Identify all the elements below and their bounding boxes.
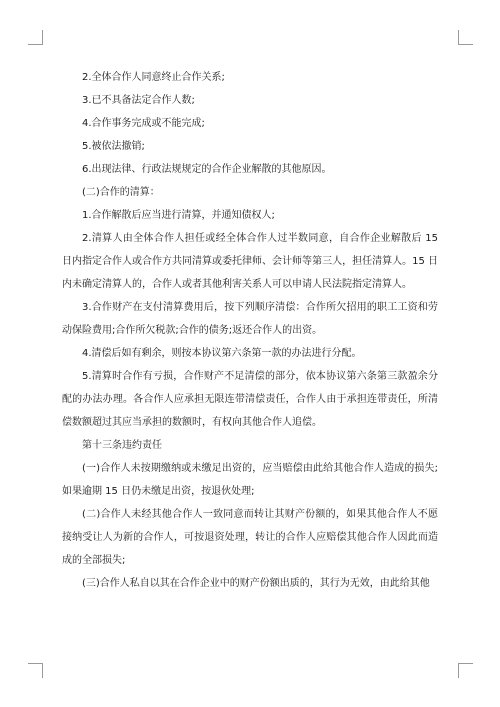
paragraph-liability-item-2: (二)合作人未经其他合作人一致同意而转让其财产份额的，如果其他合作人不愿接纳受让人为新的合作人，可按退资处理，转让的合作人应赔偿其他合作人因此而造成的全部损失; (62, 509, 438, 566)
crop-mark-top-right (458, 30, 473, 45)
paragraph-dissolution-item-6: 6.出现法律、行政法规规定的合作企业解散的其他原因。 (82, 164, 332, 175)
paragraph-dissolution-item-5: 5.被依法撤销; (82, 141, 145, 152)
paragraph-liquidation-item-1: 1.合作解散后应当进行清算，并通知债权人; (82, 210, 275, 221)
crop-mark-bottom-left (28, 663, 43, 678)
paragraph-dissolution-item-3: 3.已不具备法定合作人数; (82, 95, 195, 106)
paragraph-liquidation-item-2: 2.清算人由全体合作人担任或经全体合作人过半数同意，自合作企业解散后 15 日内指定合作人或合作方共同清算或委托律师、会计师等第三人，担任清算人。15 日内未确定清算人的，合作人或者其他利害关系人可以申请人民法院指定清算人。 (62, 233, 438, 290)
paragraph-dissolution-item-4: 4.合作事务完成或不能完成; (82, 118, 205, 129)
paragraph-dissolution-item-2: 2.全体合作人同意终止合作关系; (82, 72, 225, 83)
article-heading-liability: 第十三条违约责任 (82, 440, 162, 451)
paragraph-liability-item-3: (三)合作人私自以其在合作企业中的财产份额出质的，其行为无效，由此给其他 (82, 578, 430, 589)
paragraph-liquidation-item-3: 3.合作财产在支付清算费用后，按下列顺序清偿：合作所欠招用的职工工资和劳动保险费用;合作所欠税款;合作的债务;返还合作人的出资。 (62, 302, 438, 336)
paragraph-liquidation-item-4: 4.清偿后如有剩余，则按本协议第六条第一款的办法进行分配。 (82, 348, 362, 359)
section-heading-liquidation: (二)合作的清算： (82, 187, 160, 198)
crop-mark-bottom-right (458, 663, 473, 678)
document-body (62, 66, 438, 595)
paragraph-liquidation-item-5: 5.清算时合作有亏损，合作财产不足清偿的部分，依本协议第六条第三款盈余分配的办法办理。各合作人应承担无限连带清偿责任，合作人由于承担连带责任，所清偿数额超过其应当承担的数额时，有权向其他合作人追偿。 (62, 371, 438, 428)
crop-mark-top-left (28, 30, 43, 45)
paragraph-liability-item-1: (一)合作人未按期缴纳或未缴足出资的，应当赔偿由此给其他合作人造成的损失;如果逾期 15 日仍未缴足出资，按退伙处理; (62, 463, 438, 497)
